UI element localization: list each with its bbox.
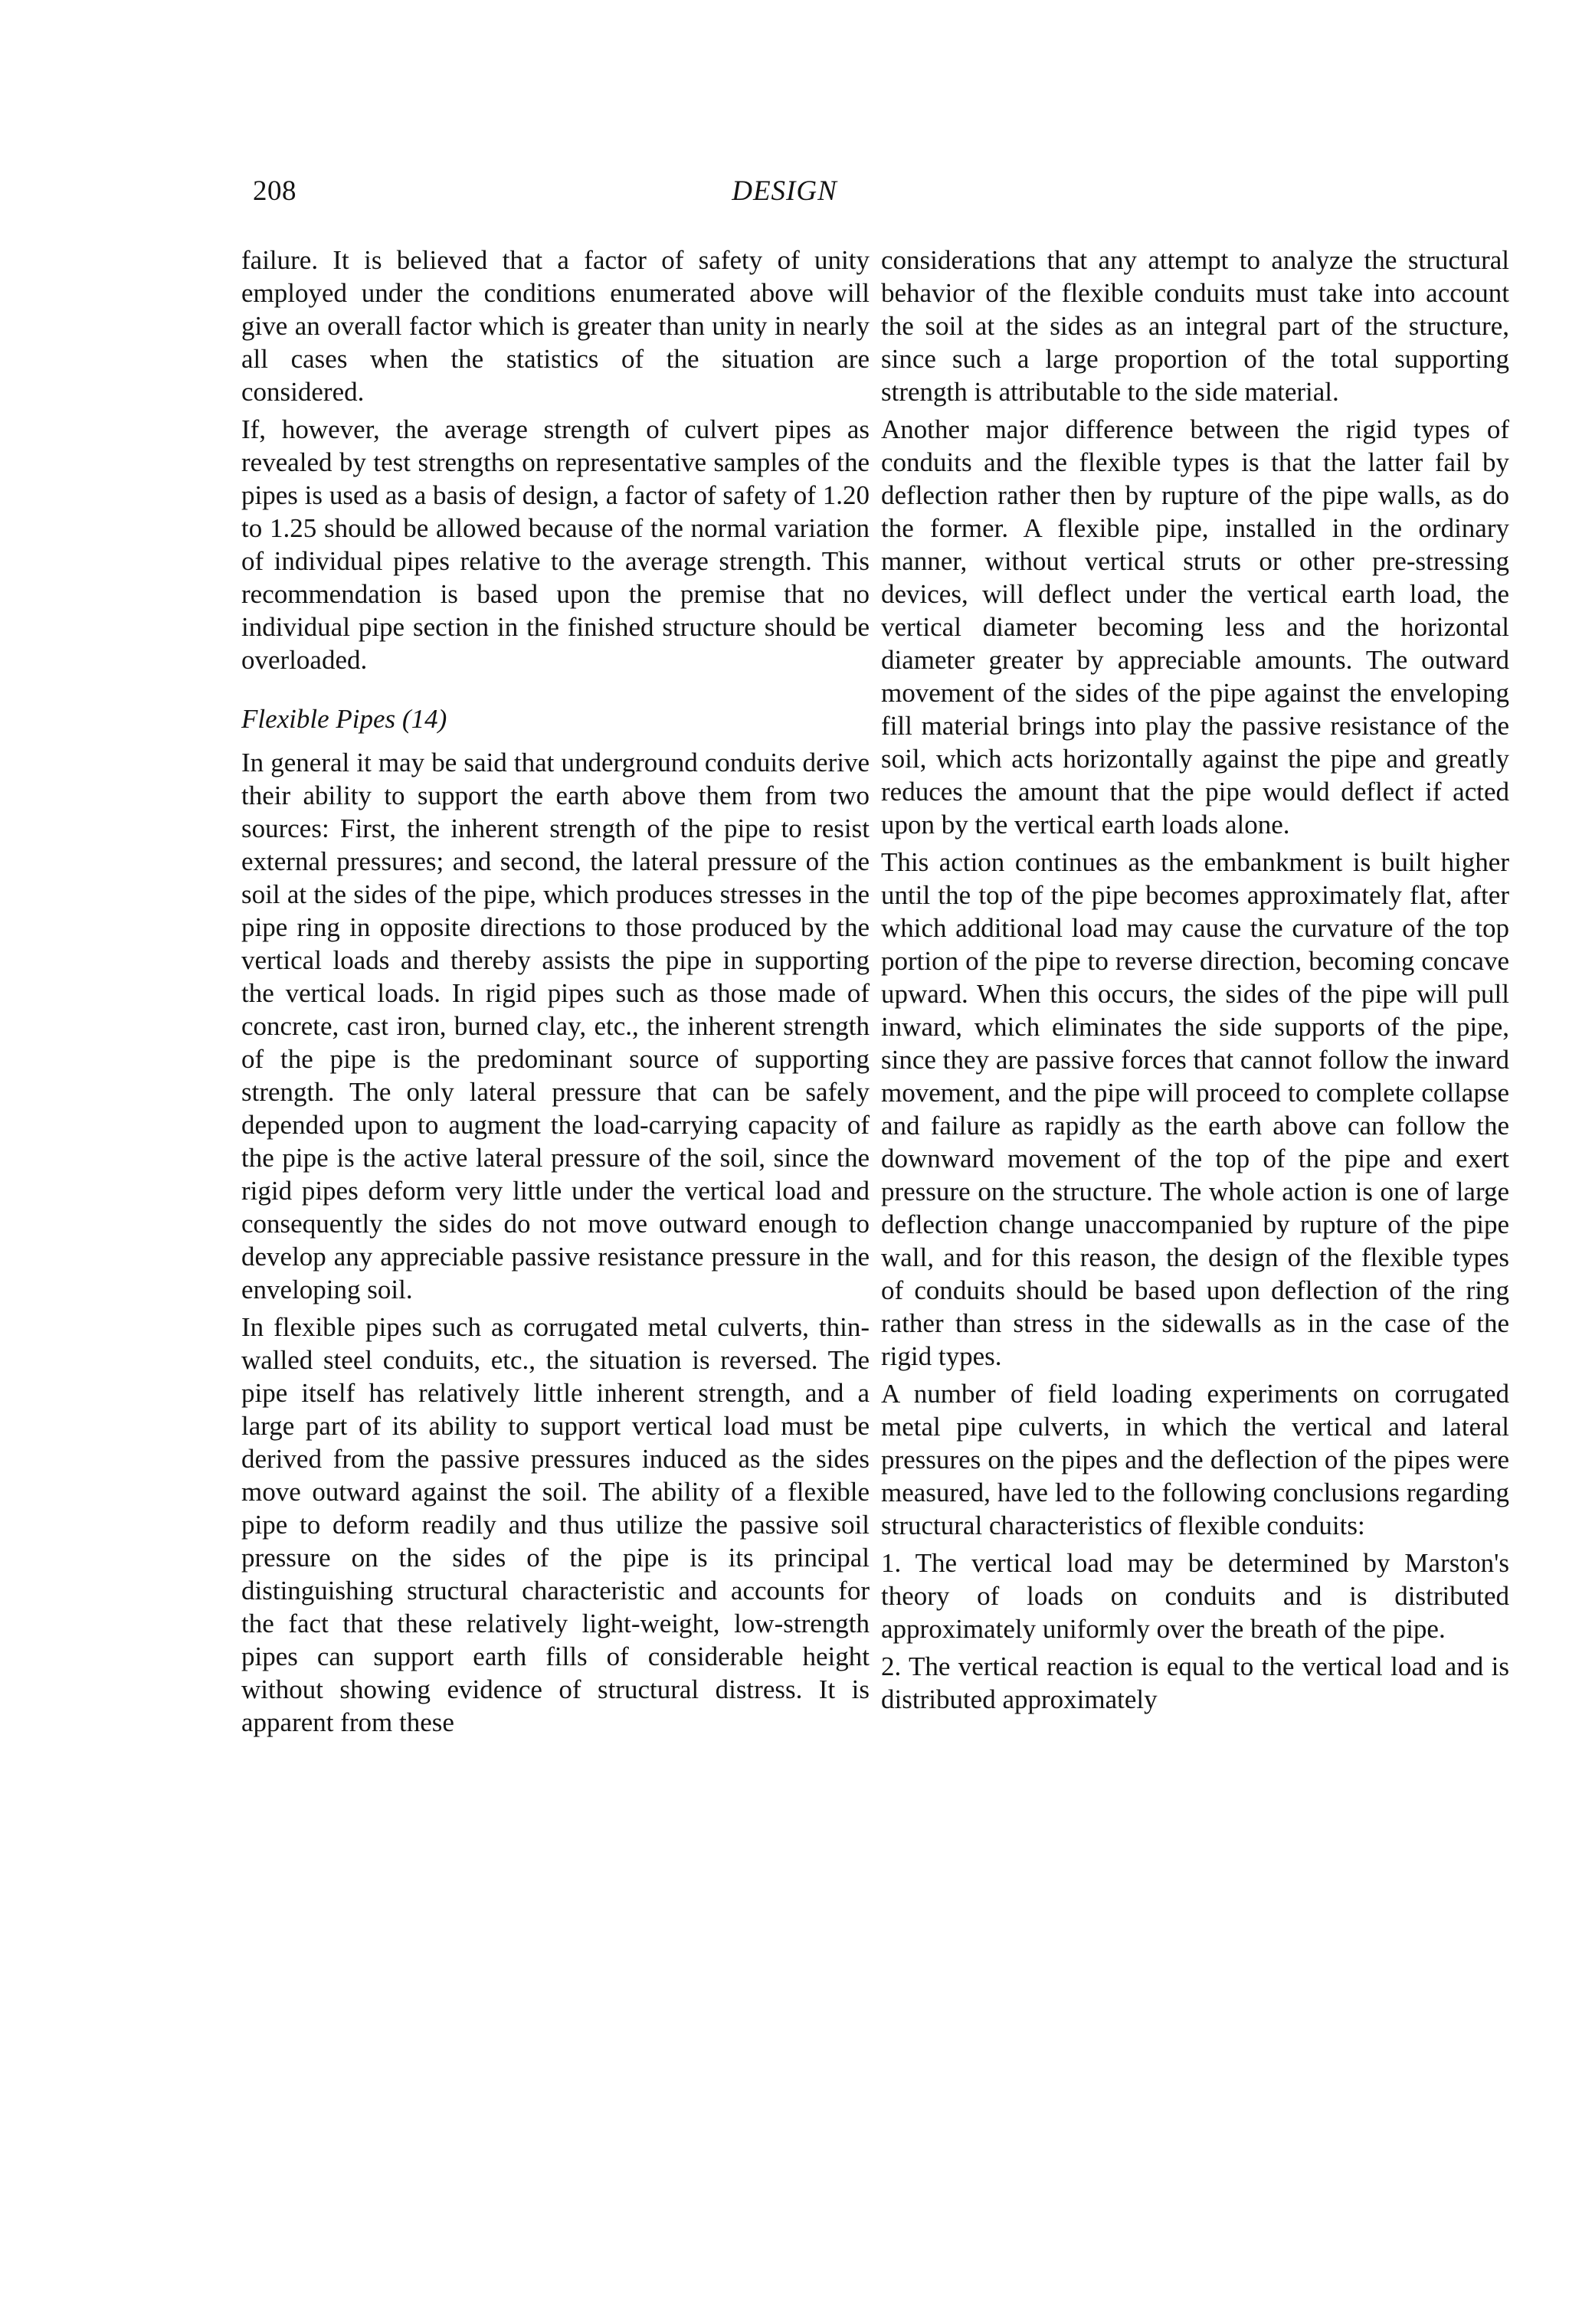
paragraph-major-difference: Another major difference between the rigid types of conduits and the flexible types is that the latter fail by deflection rather then by rupture of the pipe walls, as do the former. A flexible pipe, installed in the ordinary manner, without vertical struts or other pre-stressing devices, will deflect under the vertical earth load, the vertical diameter becoming less and the horizontal diameter greater by appreciable amounts. The outward movement of the sides of the pipe against the enveloping fill material brings into play the passive resistance of the soil, which acts horizontally against the pipe and greatly reduces the amount that the pipe would deflect if acted upon by the vertical earth loads alone. <box>881 414 1509 840</box>
left-column <box>241 244 870 1743</box>
paragraph-average-strength: If, however, the average strength of culvert pipes as revealed by test strengths on representative samples of the pipes is used as a basis of design, a factor of safety of 1.20 to 1.25 should be allowed because of the normal variation of individual pipes relative to the average strength. This recommendation is based upon the premise that no individual pipe section in the finished structure should be overloaded. <box>241 414 870 675</box>
paragraph-action-continues: This action continues as the embankment is built higher until the top of the pipe becomes approximately flat, after which additional load may cause the curvature of the top portion of the pipe to reverse direction, becoming concave upward. When this occurs, the sides of the pipe will pull inward, which eliminates the side supports of the pipe, since they are passive forces that cannot follow the inward movement, and the pipe will proceed to complete collapse and failure as rapidly as the earth above can follow the downward movement of the top of the pipe and exert pressure on the structure. The whole action is one of large deflection change unaccompanied by rupture of the pipe wall, and for this reason, the design of the flexible types of conduits should be based upon deflection of the ring rather than stress in the sidewalls as in the case of the rigid types. <box>881 847 1509 1371</box>
paragraph-underground-conduits: In general it may be said that underground conduits derive their ability to support the earth above them from two sources: First, the inherent strength of the pipe to resist external pressures; and second, the lateral pressure of the soil at the sides of the pipe, which produces stresses in the pipe ring in opposite directions to those produced by the vertical loads and thereby assists the pipe in supporting the vertical loads. In rigid pipes such as those made of concrete, cast iron, burned clay, etc., the inherent strength of the pipe is the predominant source of supporting strength. The only lateral pressure that can be safely depended upon to augment the load-carrying capacity of the pipe is the active lateral pressure of the soil, since the rigid pipes deform very little under the vertical load and consequently the sides do not move outward enough to develop any appreciable passive resistance pressure in the enveloping soil. <box>241 748 870 1304</box>
paragraph-considerations: considerations that any attempt to analyze the structural behavior of the flexible conduits must take into account the soil at the sides as an integral part of the structure, since such a large proportion of the total supporting strength is attributable to the side material. <box>881 245 1509 407</box>
conclusion-item-1: 1. The vertical load may be determined by Marston's theory of loads on conduits and is distributed approximately uniformly over the breath of the pipe. <box>881 1548 1509 1644</box>
page-number: 208 <box>253 175 296 207</box>
running-head: DESIGN <box>732 175 837 207</box>
right-column <box>881 244 1509 1720</box>
section-heading-flexible-pipes: Flexible Pipes (14) <box>241 704 447 734</box>
paragraph-failure: failure. It is believed that a factor of safety of unity employed under the conditions enumerated above will give an overall factor which is greater than unity in nearly all cases when the statistics of the situation are considered. <box>241 245 870 407</box>
paragraph-flexible-pipes-reversed: In flexible pipes such as corrugated metal culverts, thin-walled steel conduits, etc., the situation is reversed. The pipe itself has relatively little inherent strength, and a large part of its ability to support vertical load must be derived from the passive pressures induced as the sides move outward against the soil. The ability of a flexible pipe to deform readily and thus utilize the passive soil pressure on the sides of the pipe is its principal distinguishing structural characteristic and accounts for the fact that these relatively light-weight, low-strength pipes can support earth fills of considerable height without showing evidence of structural distress. It is apparent from these <box>241 1312 870 1737</box>
paragraph-field-experiments: A number of field loading experiments on corrugated metal pipe culverts, in which the vertical and lateral pressures on the pipes and the deflection of the pipes were measured, have led to the following conclusions regarding structural characteristics of flexible conduits: <box>881 1379 1509 1540</box>
conclusion-item-2: 2. The vertical reaction is equal to the vertical load and is distributed approximately <box>881 1651 1509 1714</box>
